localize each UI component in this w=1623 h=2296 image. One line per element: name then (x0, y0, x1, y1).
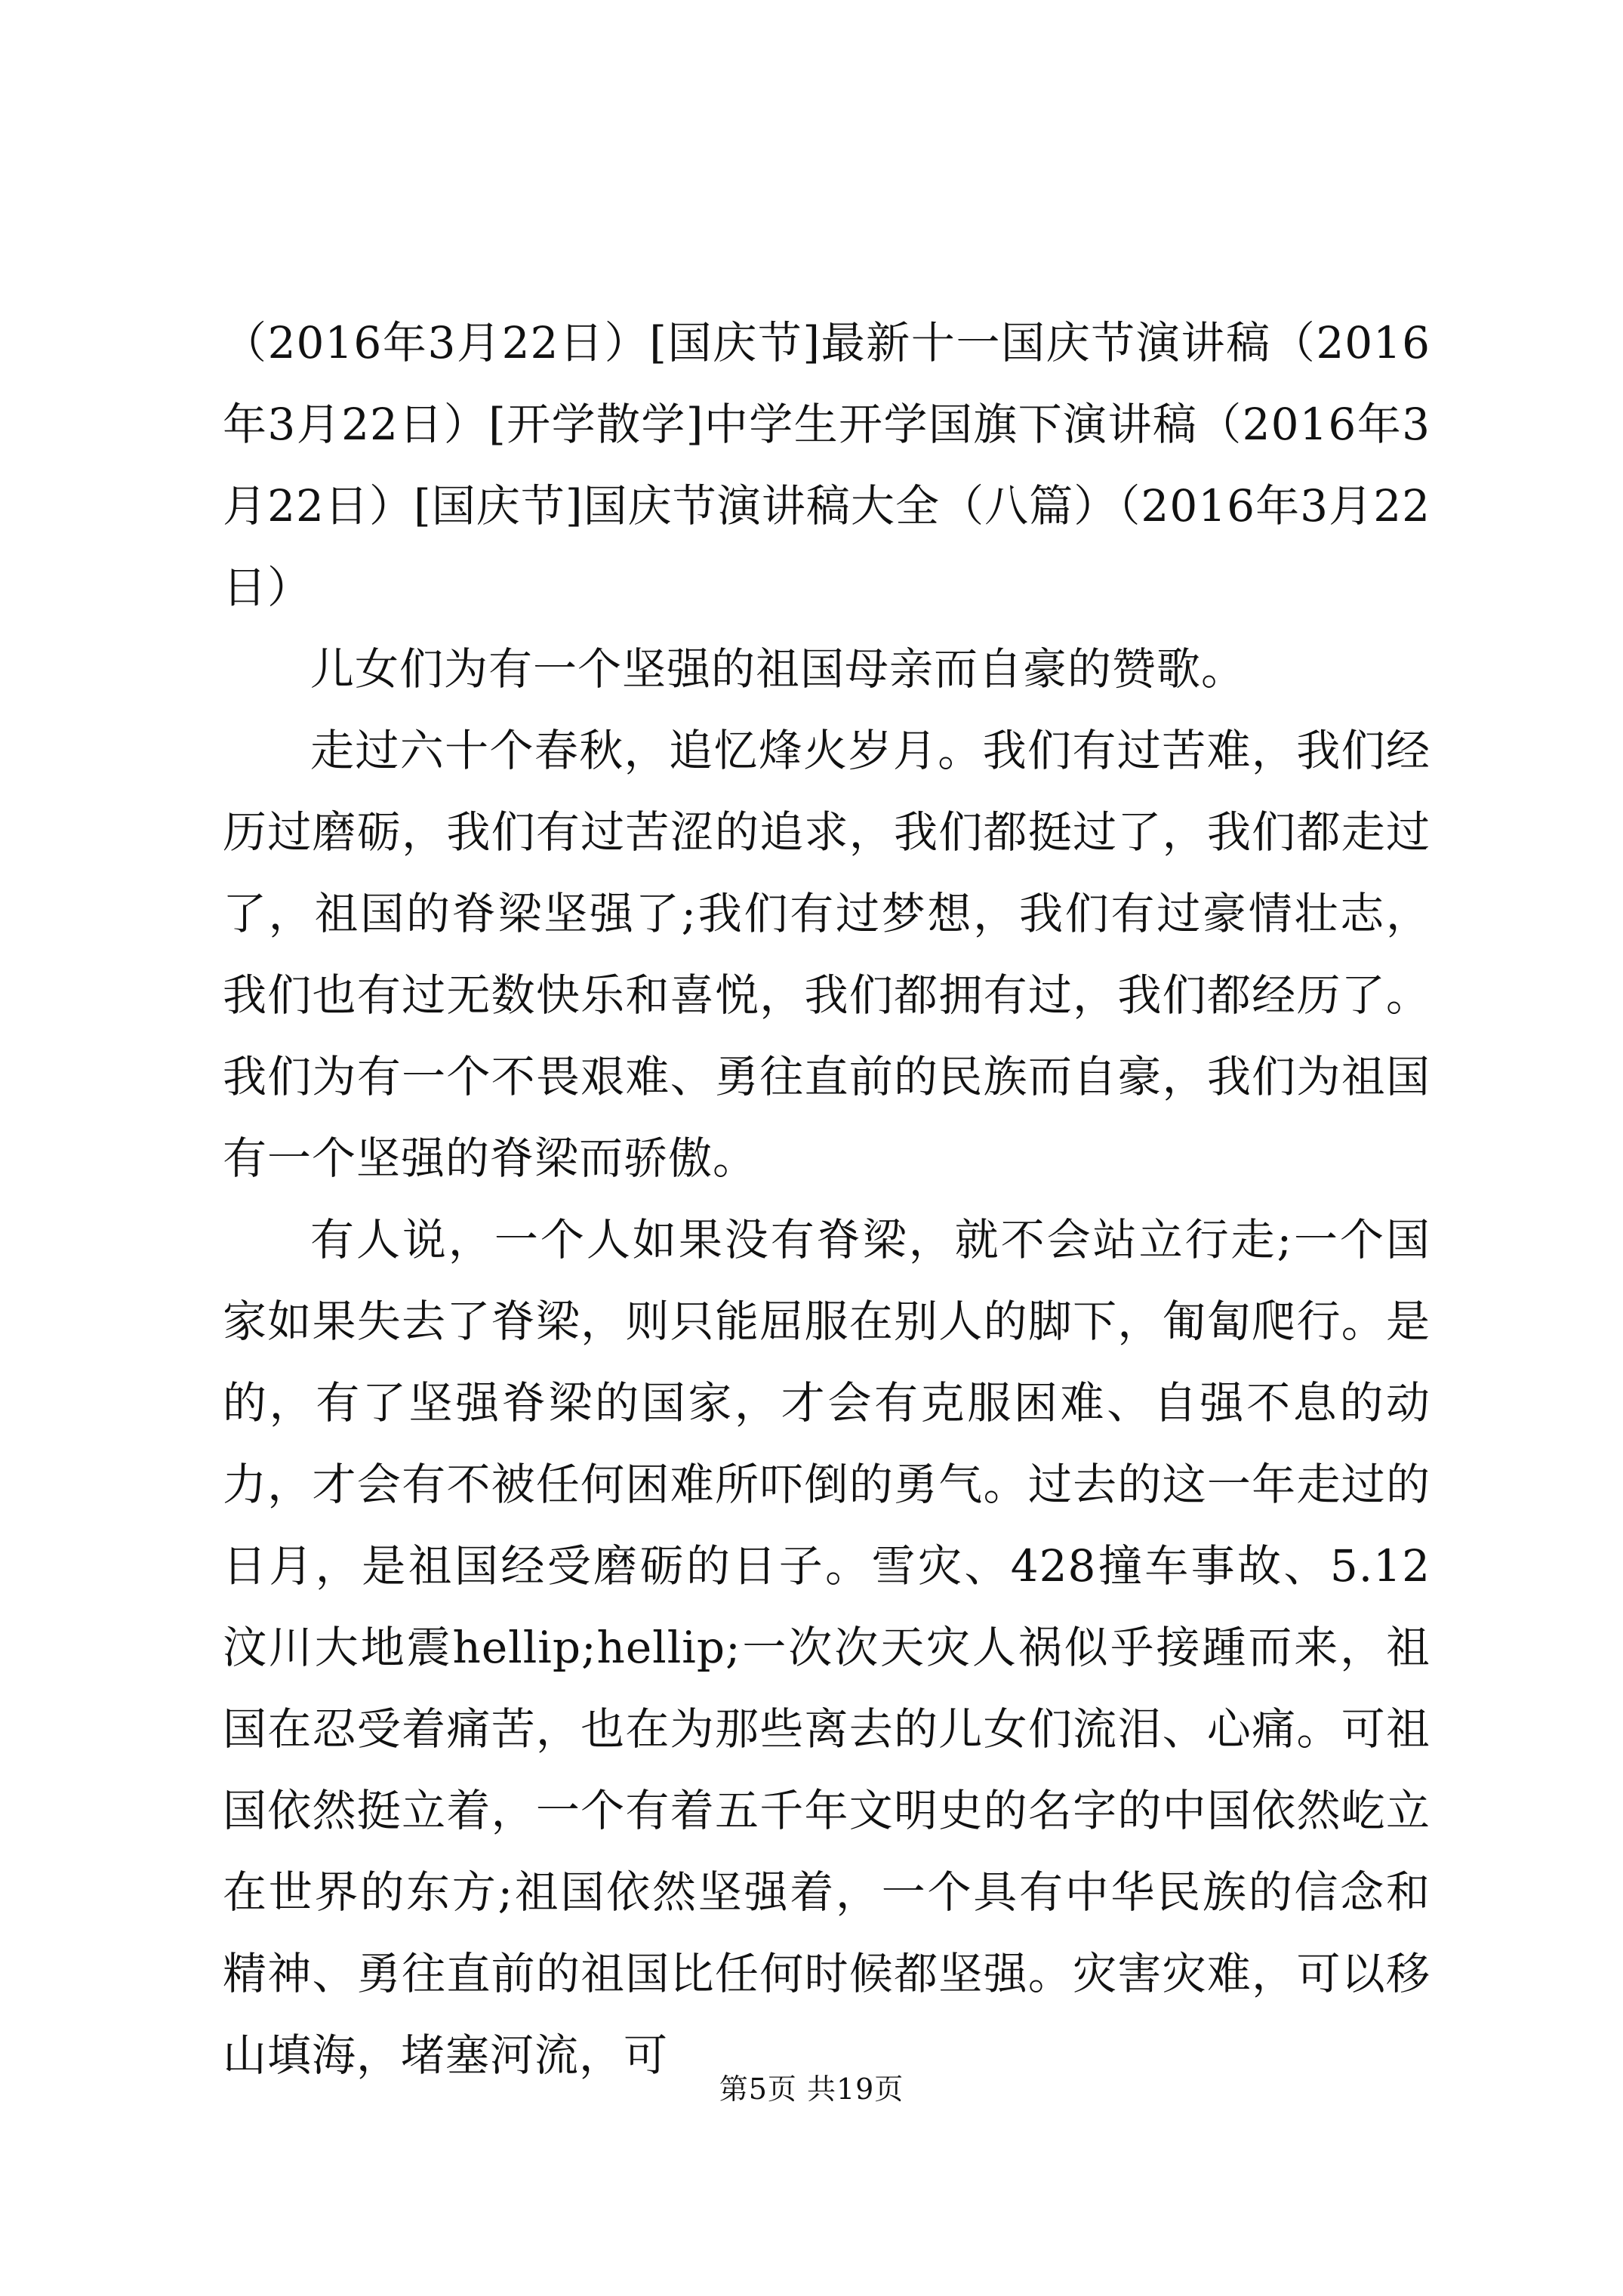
paragraph-1: 儿女们为有一个坚强的祖国母亲而自豪的赞歌。 (310, 643, 1246, 695)
paragraph-2: 走过六十个春秋，追忆烽火岁月。我们有过苦难，我们经历过磨砺，我们有过苦涩的追求，我们都挺过了，我们都走过了，祖国的脊梁坚强了;我们有过梦想，我们有过豪情壮志，我们也有过无数快乐和喜悦，我们都拥有过，我们都经历了。我们为有一个不畏艰难、勇往直前的民族而自豪，我们为祖国有一个坚强的脊梁而骄傲。 (223, 725, 1431, 1184)
paragraph-3: 有人说，一个人如果没有脊梁，就不会站立行走;一个国家如果失去了脊梁，则只能屈服在别人的脚下，匍匐爬行。是的，有了坚强脊梁的国家，才会有克服困难、自强不息的动力，才会有不被任何困难所吓倒的勇气。过去的这一年走过的日月，是祖国经受磨砺的日子。雪灾、428撞车事故、5.12汶川大地震hellip;hellip;一次次天灾人祸似乎接踵而来，祖国在忍受着痛苦，也在为那些离去的儿女们流泪、心痛。可祖国依然挺立着，一个有着五千年文明史的名字的中国依然屹立在世界的东方;祖国依然坚强着，一个具有中华民族的信念和精神、勇往直前的祖国比任何时候都坚强。灾害灾难，可以移山填海，堵塞河流，可 (223, 1214, 1431, 2081)
page-number-footer: 第5页 共19页 (719, 2073, 904, 2106)
document-body (223, 302, 1431, 2096)
paragraph-related-links: （2016年3月22日）[国庆节]最新十一国庆节演讲稿（2016年3月22日）[开学散学]中学生开学国旗下演讲稿（2016年3月22日）[国庆节]国庆节演讲稿大全（八篇）（2016年3月22日） (223, 317, 1431, 613)
